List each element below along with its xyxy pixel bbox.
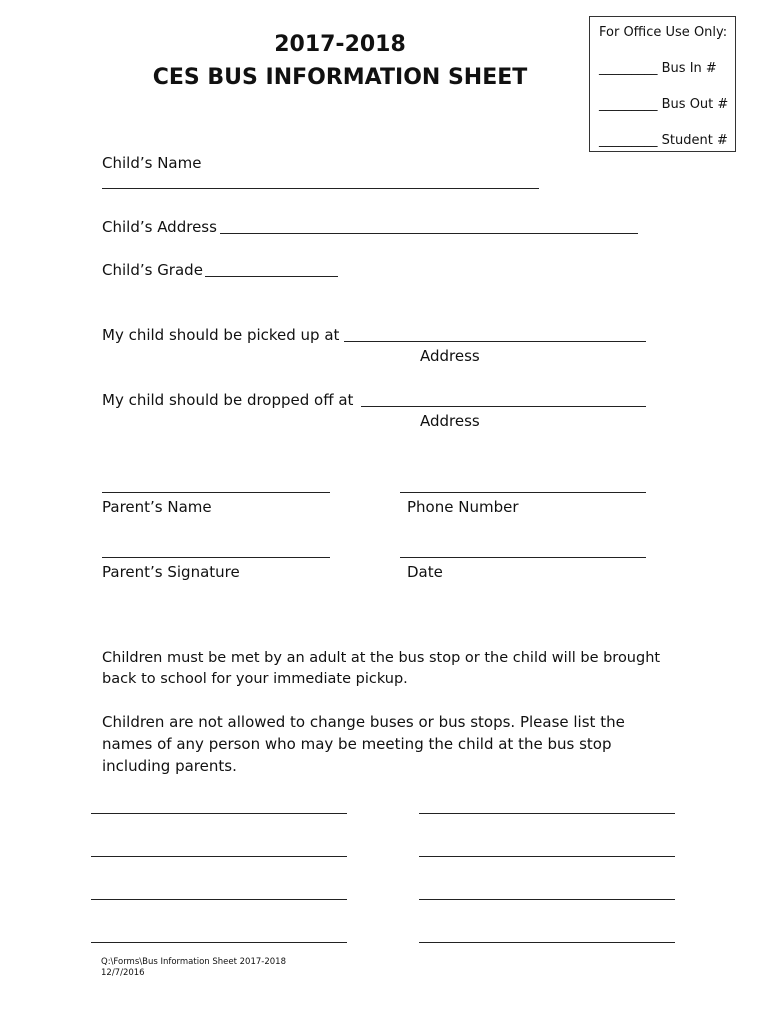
student-number-blank: _________ (599, 133, 658, 148)
form-title: CES BUS INFORMATION SHEET (152, 65, 528, 90)
bus-change-policy-note: Children are not allowed to change buses or bus stops. Please list the names of any person who may be meeting the child at the bus stop including parents. (102, 713, 625, 775)
authorized-person-line-6[interactable] (419, 899, 675, 900)
authorized-person-line-4[interactable] (419, 856, 675, 857)
bus-out-field[interactable] (599, 97, 728, 112)
child-grade-line[interactable] (205, 276, 338, 277)
parent-name-label: Parent’s Name (102, 498, 212, 516)
form-year: 2017-2018 (274, 32, 406, 57)
child-name-label: Child’s Name (102, 154, 202, 172)
parent-name-line[interactable] (102, 492, 330, 493)
dropoff-label: My child should be dropped off at (102, 391, 354, 409)
phone-number-label: Phone Number (407, 498, 519, 516)
authorized-person-line-8[interactable] (419, 942, 675, 943)
pickup-address-line[interactable] (344, 341, 646, 342)
student-number-label: Student # (661, 133, 728, 148)
bus-in-label: Bus In # (661, 61, 717, 76)
office-use-box (589, 16, 736, 152)
student-number-field[interactable] (599, 133, 728, 148)
authorized-person-line-1[interactable] (91, 813, 347, 814)
child-address-label: Child’s Address (102, 218, 217, 236)
dropoff-address-sublabel: Address (420, 412, 480, 430)
office-use-heading: For Office Use Only: (599, 25, 728, 40)
bus-out-label: Bus Out # (661, 97, 729, 112)
authorized-person-line-5[interactable] (91, 899, 347, 900)
child-grade-label: Child’s Grade (102, 261, 203, 279)
parent-signature-line[interactable] (102, 557, 330, 558)
bus-in-field[interactable] (599, 61, 717, 76)
footer-file-path: Q:\Forms\Bus Information Sheet 2017-2018 (101, 957, 286, 967)
pickup-address-sublabel: Address (420, 347, 480, 365)
footer-date: 12/7/2016 (101, 968, 145, 978)
bus-in-blank: _________ (599, 61, 658, 76)
pickup-label: My child should be picked up at (102, 326, 340, 344)
authorized-person-line-2[interactable] (419, 813, 675, 814)
date-line[interactable] (400, 557, 646, 558)
authorized-person-line-3[interactable] (91, 856, 347, 857)
authorized-person-line-7[interactable] (91, 942, 347, 943)
phone-number-line[interactable] (400, 492, 646, 493)
bus-out-blank: _________ (599, 97, 658, 112)
child-name-line[interactable] (102, 188, 539, 189)
date-label: Date (407, 563, 443, 581)
parent-signature-label: Parent’s Signature (102, 563, 240, 581)
pickup-policy-note: Children must be met by an adult at the bus stop or the child will be brought back to school for your immediate pickup. (102, 650, 661, 687)
dropoff-address-line[interactable] (361, 406, 646, 407)
child-address-line[interactable] (220, 233, 638, 234)
